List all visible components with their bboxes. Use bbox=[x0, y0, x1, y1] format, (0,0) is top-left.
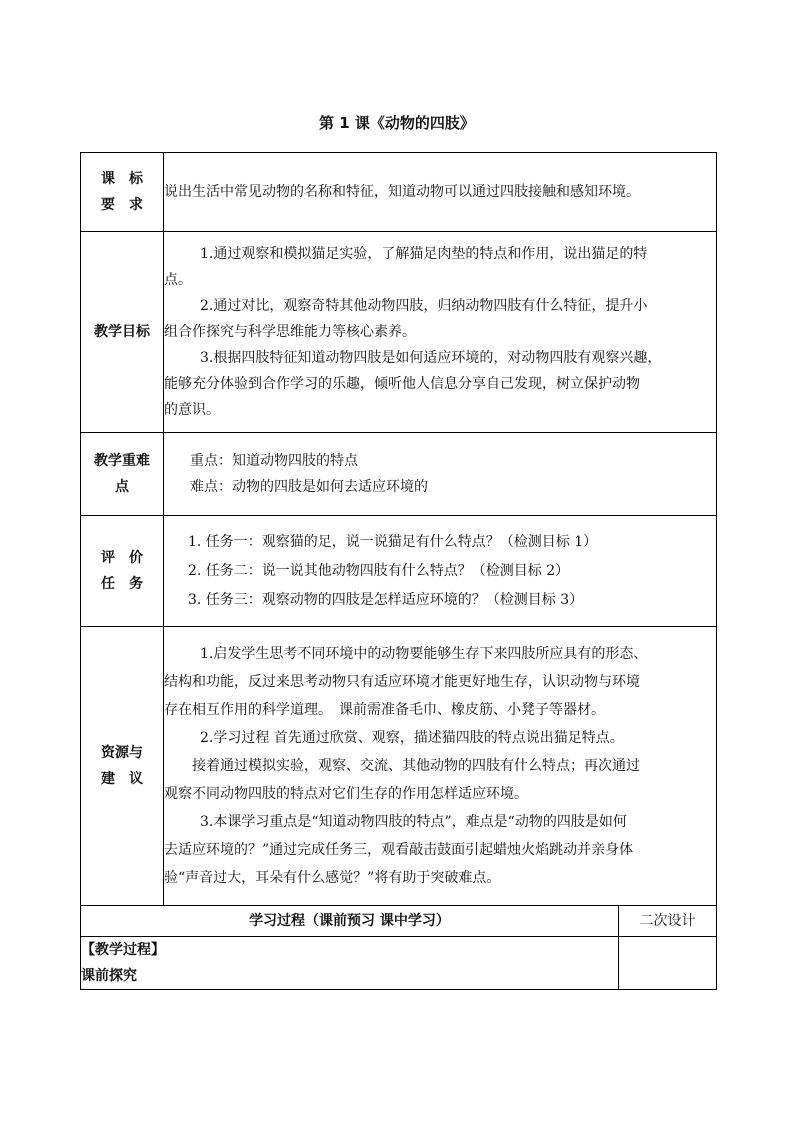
key-points-row bbox=[81, 433, 717, 516]
second-design-cell bbox=[619, 937, 717, 990]
task-item: 2. 任务二：说一说其他动物四肢有什么特点？（检测目标 2） bbox=[188, 562, 570, 579]
standard-text: 说出生活中常见动物的名称和特征，知道动物可以通过四肢接触和感知环境。 bbox=[164, 153, 717, 232]
tasks-row bbox=[81, 516, 717, 627]
goals-content: 1.通过观察和模拟猫足实验，了解猫足肉垫的特点和作用，说出猫足的特 点。 2.通过对比，观察奇特其他动物四肢，归纳动物四肢有什么特征，提升小 组合作探究与科学思维能力等核心素养。 3.根据四肢特征知道动物四肢是如何适应环境的，对动物四肢有观察兴趣， 能够充分体验到合作学习的乐趣，倾听他人信息分享自己发现，树立保护动物 的意识。 bbox=[164, 232, 717, 433]
goals-label: 教学目标 bbox=[81, 232, 164, 433]
process-heading: 【教学过程】 bbox=[81, 942, 165, 958]
key-point: 重点：知道动物四肢的特点 bbox=[190, 453, 358, 469]
tasks-label: 评 价 任 务 bbox=[81, 516, 164, 627]
lesson-plan-table bbox=[80, 152, 717, 990]
task-item: 3. 任务三：观察动物的四肢是怎样适应环境的？（检测目标 3） bbox=[188, 591, 584, 608]
process-sub: 课前探究 bbox=[81, 968, 137, 984]
standard-row bbox=[81, 153, 717, 232]
process-header-left: 学习过程（课前预习 课中学习） bbox=[81, 906, 619, 937]
key-points-content bbox=[164, 433, 717, 516]
process-content bbox=[81, 937, 619, 990]
goals-row bbox=[81, 232, 717, 433]
key-points-label: 教学重难 点 bbox=[81, 433, 164, 516]
process-header-right: 二次设计 bbox=[619, 906, 717, 937]
difficult-point: 难点：动物的四肢是如何去适应环境的 bbox=[190, 479, 428, 495]
task-item: 1. 任务一：观察猫的足，说一说猫足有什么特点？（检测目标 1） bbox=[188, 533, 598, 550]
process-header-row bbox=[81, 906, 717, 937]
resources-row bbox=[81, 627, 717, 906]
lesson-title: 第 1 课《动物的四肢》 bbox=[319, 114, 475, 132]
tasks-content bbox=[164, 516, 717, 627]
resources-content: 1.启发学生思考不同环境中的动物要能够生存下来四肢所应具有的形态、 结构和功能，反过来思考动物只有适应环境才能更好地生存，认识动物与环境 存在相互作用的科学道理。 课前需准备毛巾、橡皮筋、小凳子等器材。 2.学习过程 首先通过欣赏、观察，描述猫四肢的特点说出猫足特点。 接着通过模拟实验，观察、交流、其他动物的四肢有什么特点；再次通过 观察不同动物四肢的特点对它们生存的作用怎样适应环境。 3.本课学习重点是“知道动物四肢的特点”，难点是“动物的四肢是如何 去适应环境的？”通过完成任务三，观看敲击鼓面引起蜡烛火焰跳动并亲身体 验“声音过大，耳朵有什么感觉？”将有助于突破难点。 bbox=[164, 627, 717, 906]
resources-label: 资源与 建 议 bbox=[81, 627, 164, 906]
standard-label: 课 标 要 求 bbox=[81, 153, 164, 232]
process-row bbox=[81, 937, 717, 990]
